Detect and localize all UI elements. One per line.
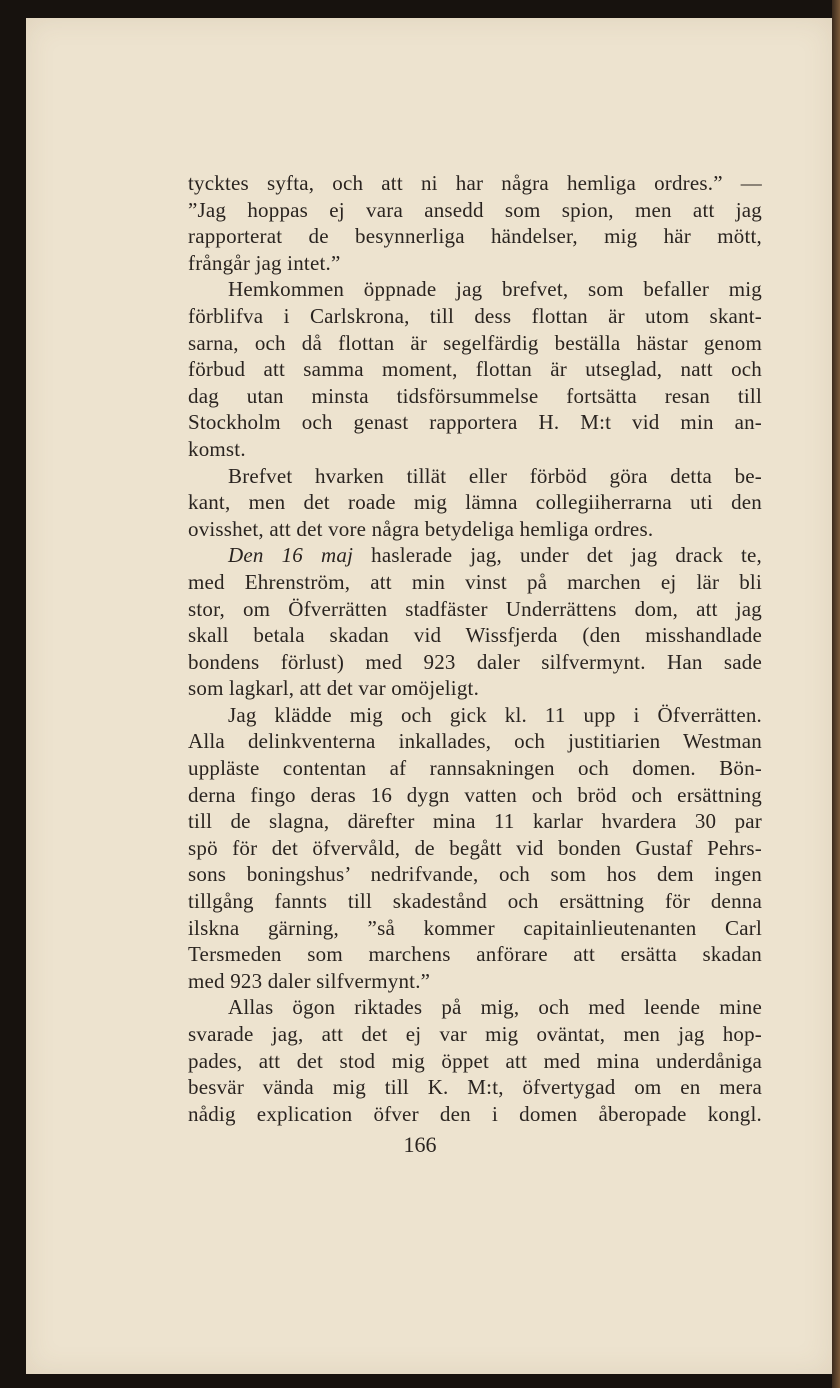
text-line: Allas ögon riktades på mig, och med leende mine	[228, 995, 762, 1020]
text-line: Alla delinkventerna inkallades, och justitiarien Westman	[188, 729, 762, 754]
italic-date: Den 16 maj	[228, 543, 354, 568]
text-line: som lagkarl, att det var omöjeligt.	[188, 676, 480, 701]
text-line: uppläste contentan af rannsakningen och domen. Bön-	[188, 756, 762, 781]
text-line: med Ehrenström, att min vinst på marchen ej lär bli	[188, 569, 762, 594]
text-line: pades, att det stod mig öppet att med mina underdåniga	[188, 1048, 762, 1073]
text-line: Tersmeden som marchens anförare att ersätta skadan	[188, 942, 762, 967]
text-line: med 923 daler silfvermynt.”	[188, 968, 431, 993]
text-line: spö för det öfvervåld, de begått vid bonden Gustaf Pehrs-	[188, 835, 762, 860]
text-line: skall betala skadan vid Wissfjerda (den misshandlade	[188, 623, 762, 648]
text-line: Stockholm och genast rapportera H. M:t vid min an-	[188, 410, 762, 435]
text-line: ilskna gärning, ”så kommer capitainlieutenanten Carl	[188, 915, 762, 940]
text-line: sons boningshus’ nedrifvande, och som hos dem ingen	[188, 862, 762, 887]
line-text: haslerade jag, under det jag drack te,	[353, 543, 762, 568]
text-line: kant, men det roade mig lämna collegiiherrarna uti den	[188, 490, 762, 515]
text-line: nådig explication öfver den i domen åberopade kongl.	[188, 1101, 762, 1126]
text-line: komst.	[188, 436, 246, 461]
text-line: förbud att samma moment, flottan är utseglad, natt och	[188, 357, 762, 382]
text-line: tycktes syfta, och att ni har några hemliga ordres.” —	[188, 171, 762, 195]
text-line: förblifva i Carlskrona, till dess flottan är utom skant-	[188, 303, 762, 328]
text-line: Brefvet hvarken tillät eller förböd göra detta be-	[228, 463, 762, 488]
text-line: ”Jag hoppas ej vara ansedd som spion, men att jag	[188, 197, 762, 222]
text-line: dag utan minsta tidsförsummelse fortsätta resan till	[188, 383, 762, 408]
text-line: sarna, och då flottan är segelfärdig beställa hästar genom	[188, 330, 762, 355]
text-line: derna fingo deras 16 dygn vatten och bröd och ersättning	[188, 782, 762, 807]
text-line: svarade jag, att det ej var mig oväntat, men jag hop-	[188, 1022, 762, 1046]
text-line: ovisshet, att det vore några betydeliga hemliga ordres.	[188, 516, 654, 541]
text-line: stor, om Öfverrätten stadfäster Underrättens dom, att jag	[188, 596, 762, 621]
text-line: rapporterat de besynnerliga händelser, mig här mött,	[188, 224, 762, 249]
text-line	[188, 542, 762, 569]
text-line: tillgång fannts till skadestånd och ersättning för denna	[188, 889, 762, 914]
text-line: frångår jag intet.”	[188, 250, 341, 275]
page-number: 166	[403, 1132, 437, 1157]
text-line: till de slagna, därefter mina 11 karlar hvardera 30 par	[188, 809, 762, 834]
body-text	[188, 170, 762, 1127]
text-line: Jag klädde mig och gick kl. 11 upp i Öfverrätten.	[228, 702, 762, 727]
page-edge	[832, 0, 840, 1388]
text-line: Hemkommen öppnade jag brefvet, som befaller mig	[228, 277, 762, 302]
text-line: besvär vända mig till K. M:t, öfvertygad om en mera	[188, 1075, 762, 1100]
text-line: bondens förlust) med 923 daler silfvermynt. Han sade	[188, 649, 762, 674]
